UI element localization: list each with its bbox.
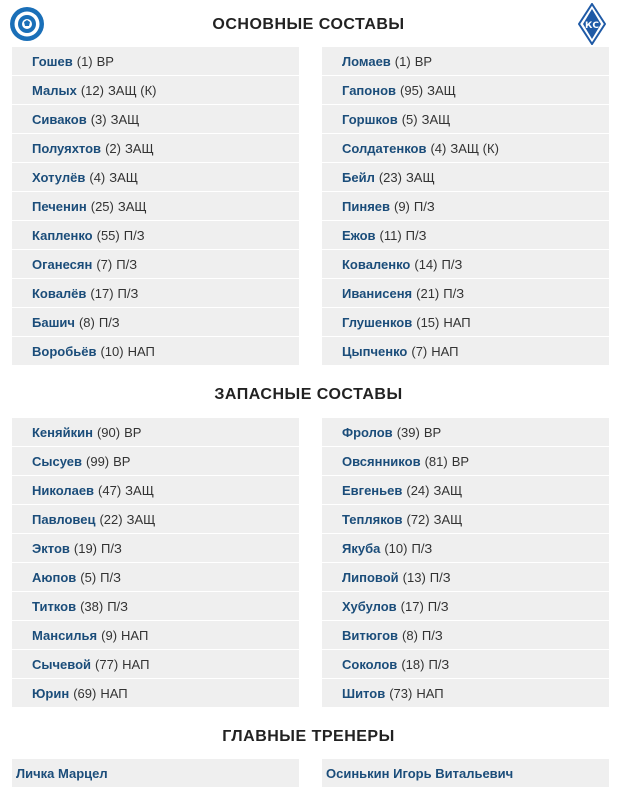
player-number: (15) <box>416 314 440 330</box>
player-name: Евгеньев <box>342 482 403 498</box>
player-number: (8) <box>78 314 95 330</box>
home-subs-list <box>12 418 299 708</box>
player-position: ЗАЩ <box>421 111 451 127</box>
player-number: (17) <box>90 285 114 301</box>
coach-name: Осинькин Игорь Витальевич <box>326 765 514 781</box>
player-row[interactable] <box>322 105 609 133</box>
svg-text:КС: КС <box>585 21 599 31</box>
player-name: Гошев <box>32 53 73 69</box>
player-number: (9) <box>394 198 410 214</box>
away-subs-list <box>322 418 609 708</box>
player-position: ВР <box>124 424 142 440</box>
player-number: (38) <box>80 598 104 614</box>
player-row[interactable] <box>12 534 299 562</box>
player-number: (2) <box>105 140 121 156</box>
player-name: Николаев <box>32 482 95 498</box>
player-number: (69) <box>73 685 97 701</box>
section-title-starting: ОСНОВНЫЕ СОСТАВЫ <box>212 16 405 33</box>
player-name: Оганесян <box>32 256 93 272</box>
player-row[interactable] <box>322 134 609 162</box>
player-row[interactable] <box>12 621 299 649</box>
player-row[interactable] <box>12 563 299 591</box>
player-name: Якуба <box>342 540 381 556</box>
player-row[interactable] <box>322 163 609 191</box>
player-row[interactable] <box>322 279 609 307</box>
player-name: Павловец <box>32 511 96 527</box>
player-name: Сысуев <box>32 453 83 469</box>
player-position: П/З <box>428 656 450 672</box>
player-position: П/З <box>429 569 451 585</box>
player-number: (18) <box>401 656 425 672</box>
player-row[interactable] <box>12 76 299 104</box>
player-position: НАП <box>416 685 444 701</box>
player-number: (11) <box>379 227 402 243</box>
player-name: Малых <box>32 82 77 98</box>
player-name: Ломаев <box>342 53 391 69</box>
player-name: Ежов <box>342 227 376 243</box>
player-number: (1) <box>76 53 93 69</box>
player-row[interactable] <box>12 337 299 365</box>
player-number: (5) <box>80 569 97 585</box>
player-row[interactable] <box>322 592 609 620</box>
player-name: Эктов <box>32 540 70 556</box>
player-row[interactable] <box>322 621 609 649</box>
player-row[interactable] <box>322 505 609 533</box>
player-position: НАП <box>122 656 150 672</box>
player-row[interactable] <box>12 134 299 162</box>
player-row[interactable] <box>322 563 609 591</box>
player-number: (1) <box>394 53 411 69</box>
player-name: Соколов <box>342 656 398 672</box>
player-position: ЗАЩ <box>117 198 147 214</box>
away-coach <box>322 759 609 788</box>
player-name: Капленко <box>32 227 93 243</box>
player-number: (3) <box>90 111 107 127</box>
player-position: ЗАЩ <box>125 482 154 498</box>
player-number: (21) <box>416 285 440 301</box>
player-row[interactable] <box>322 679 609 707</box>
home-coach <box>12 759 299 788</box>
player-row[interactable] <box>322 650 609 678</box>
player-name: Бейл <box>342 169 375 185</box>
away-starting-list <box>322 47 609 366</box>
player-row[interactable] <box>322 337 609 365</box>
player-number: (90) <box>96 424 121 440</box>
player-row[interactable] <box>12 476 299 504</box>
player-name: Гапонов <box>342 82 397 98</box>
player-position: НАП <box>127 343 155 359</box>
player-name: Мансилья <box>32 627 98 643</box>
player-number: (55) <box>96 227 120 243</box>
player-number: (17) <box>400 598 424 614</box>
player-name: Полуяхтов <box>32 140 102 156</box>
player-name: Аюпов <box>32 569 77 585</box>
player-row[interactable] <box>322 221 609 249</box>
player-name: Липовой <box>342 569 399 585</box>
player-position: ЗАЩ <box>405 169 435 185</box>
player-position: ВР <box>414 53 433 69</box>
player-row[interactable] <box>12 505 299 533</box>
player-number: (7) <box>411 343 428 359</box>
player-row[interactable] <box>322 250 609 278</box>
player-number: (95) <box>400 82 424 98</box>
player-position: П/З <box>427 598 449 614</box>
player-number: (81) <box>424 453 448 469</box>
player-row[interactable] <box>12 250 299 278</box>
player-row[interactable] <box>12 279 299 307</box>
player-position: П/З <box>101 540 122 556</box>
player-name: Овсянников <box>342 453 421 469</box>
player-name: Ковалёв <box>32 285 87 301</box>
player-name: Горшков <box>342 111 398 127</box>
player-position: П/З <box>116 256 138 272</box>
player-name: Хубулов <box>342 598 397 614</box>
player-row[interactable] <box>12 47 299 75</box>
player-row[interactable] <box>322 47 609 75</box>
player-position: ВР <box>113 453 131 469</box>
player-position: НАП <box>431 343 459 359</box>
player-name: Юрин <box>32 685 70 701</box>
player-row[interactable] <box>322 418 609 446</box>
player-position: П/З <box>100 569 121 585</box>
section-title-subs: ЗАПАСНЫЕ СОСТАВЫ <box>214 386 403 403</box>
player-number: (47) <box>98 482 122 498</box>
player-position: П/З <box>443 285 465 301</box>
player-position: ВР <box>96 53 114 69</box>
player-position: НАП <box>443 314 471 330</box>
player-position: ЗАЩ <box>427 82 456 98</box>
player-name: Фролов <box>342 424 393 440</box>
player-row[interactable] <box>12 221 299 249</box>
player-name: Тепляков <box>342 511 403 527</box>
player-name: Глушенков <box>342 314 413 330</box>
coach-row[interactable] <box>322 759 609 787</box>
player-number: (39) <box>396 424 420 440</box>
player-row[interactable] <box>12 679 299 707</box>
player-position: П/З <box>441 256 463 272</box>
player-position: ВР <box>423 424 442 440</box>
player-position: П/З <box>421 627 443 643</box>
player-number: (72) <box>406 511 430 527</box>
section-title-coaches: ГЛАВНЫЕ ТРЕНЕРЫ <box>222 728 395 745</box>
player-number: (5) <box>401 111 418 127</box>
player-name: Титков <box>32 598 77 614</box>
player-position: П/З <box>411 540 433 556</box>
player-number: (12) <box>80 82 104 98</box>
player-row[interactable] <box>322 476 609 504</box>
player-row[interactable] <box>322 192 609 220</box>
player-position: П/З <box>98 314 120 330</box>
player-number: (25) <box>90 198 114 214</box>
player-position: П/З <box>413 198 435 214</box>
player-row[interactable] <box>12 105 299 133</box>
player-row[interactable] <box>12 447 299 475</box>
player-number: (10) <box>384 540 408 556</box>
player-number: (10) <box>100 343 124 359</box>
player-row[interactable] <box>322 76 609 104</box>
player-name: Солдатенков <box>342 140 427 156</box>
player-number: (73) <box>389 685 413 701</box>
player-name: Пиняев <box>342 198 390 214</box>
player-number: (14) <box>414 256 438 272</box>
player-row[interactable] <box>322 534 609 562</box>
player-position: П/З <box>405 227 427 243</box>
player-position: ЗАЩ <box>124 140 154 156</box>
player-position: ЗАЩ (К) <box>450 140 499 156</box>
player-position: ЗАЩ <box>110 111 140 127</box>
coach-name: Личка Марцел <box>16 765 108 781</box>
player-position: ЗАЩ <box>109 169 138 185</box>
player-name: Иванисеня <box>342 285 413 301</box>
player-number: (8) <box>402 627 418 643</box>
player-name: Сычевой <box>32 656 92 672</box>
player-position: П/З <box>107 598 129 614</box>
player-row[interactable] <box>12 163 299 191</box>
player-name: Башич <box>32 314 75 330</box>
player-number: (77) <box>95 656 119 672</box>
player-row[interactable] <box>12 192 299 220</box>
player-position: П/З <box>123 227 145 243</box>
player-row[interactable] <box>12 418 299 446</box>
player-position: ВР <box>451 453 470 469</box>
player-number: (23) <box>378 169 402 185</box>
player-position: ЗАЩ <box>126 511 156 527</box>
player-number: (99) <box>86 453 110 469</box>
player-number: (22) <box>99 511 123 527</box>
player-number: (13) <box>402 569 426 585</box>
player-row[interactable] <box>12 308 299 336</box>
player-name: Цыпченко <box>342 343 408 359</box>
player-name: Воробьёв <box>32 343 97 359</box>
player-number: (9) <box>101 627 118 643</box>
coach-row[interactable] <box>12 759 299 787</box>
player-position: НАП <box>121 627 149 643</box>
player-number: (4) <box>430 140 447 156</box>
player-name: Коваленко <box>342 256 411 272</box>
home-starting-list <box>12 47 299 366</box>
player-position: ЗАЩ <box>433 482 463 498</box>
player-name: Шитов <box>342 685 386 701</box>
player-row[interactable] <box>322 308 609 336</box>
player-number: (7) <box>96 256 113 272</box>
player-name: Хотулёв <box>32 169 86 185</box>
player-name: Печенин <box>32 198 87 214</box>
player-name: Кеняйкин <box>32 424 93 440</box>
player-row[interactable] <box>12 592 299 620</box>
player-number: (24) <box>406 482 430 498</box>
player-name: Сиваков <box>32 111 87 127</box>
player-number: (19) <box>73 540 98 556</box>
player-position: ЗАЩ (К) <box>107 82 157 98</box>
player-position: НАП <box>100 685 128 701</box>
player-row[interactable] <box>322 447 609 475</box>
player-position: П/З <box>117 285 139 301</box>
player-number: (4) <box>89 169 106 185</box>
player-position: ЗАЩ <box>433 511 463 527</box>
player-row[interactable] <box>12 650 299 678</box>
player-name: Витюгов <box>342 627 399 643</box>
